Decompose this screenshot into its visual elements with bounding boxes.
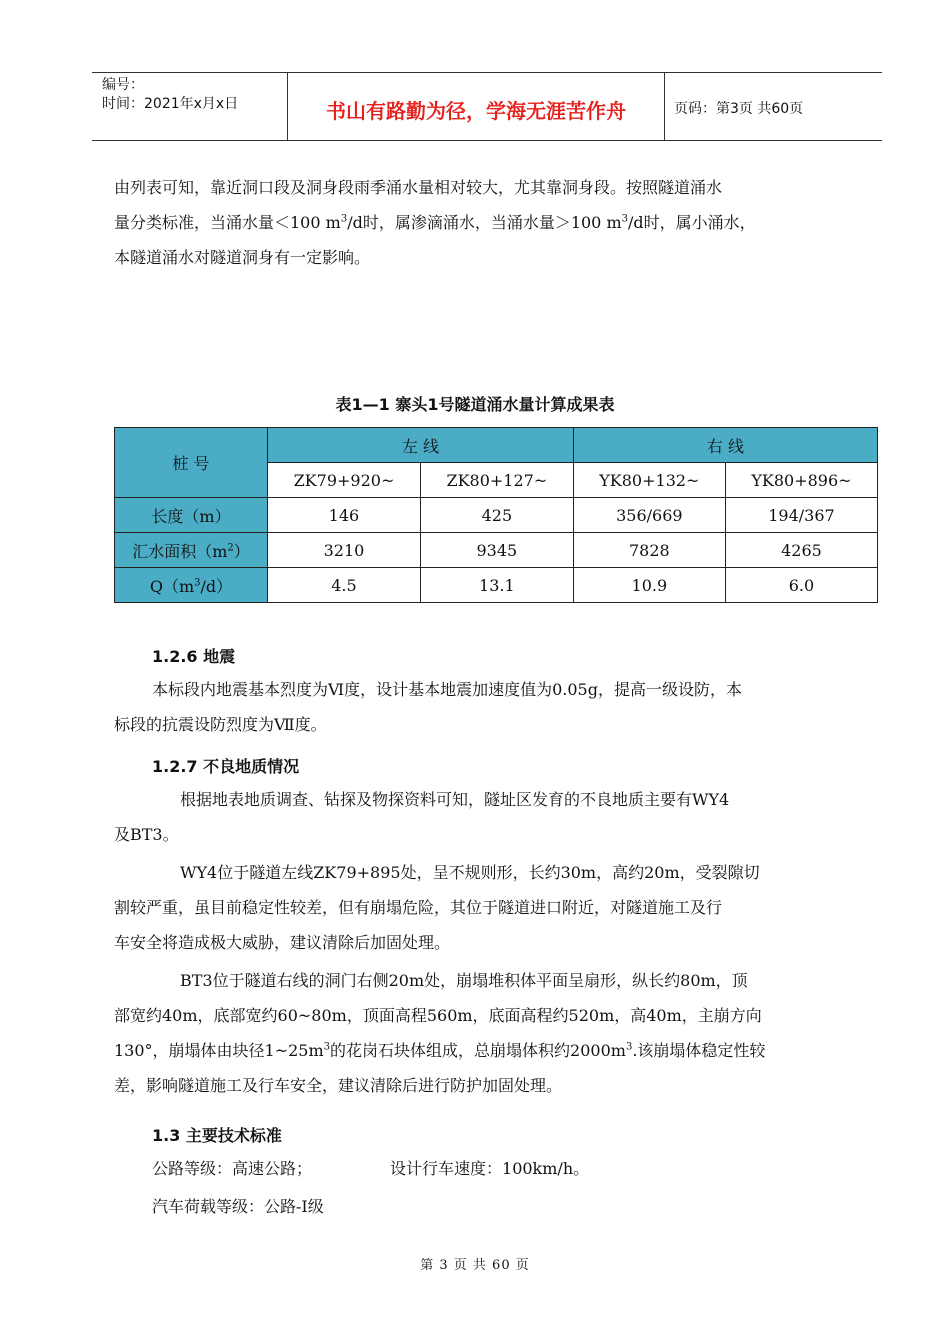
geology-p3-line-3: 130°，崩塌体由块径$1\sim 25m^3$的花岗石块体组成，总崩塌体积约$2000m^3$.该崩塌体稳定性较 xyxy=(114,1041,766,1060)
header-time: 时间：2021年x月x日 xyxy=(102,96,239,112)
table-cell: 10.9 xyxy=(573,568,725,603)
table-cell: 3210 xyxy=(268,533,421,568)
load-grade: 汽车荷载等级：公路-I级 xyxy=(152,1197,324,1216)
section-heading-1-2-6: 1.2.6 地震 xyxy=(152,647,236,666)
intro-line-2: 量分类标准，当涌水量＜100 $m^3/d$时，属渗滴涌水，当涌水量＞100 $m^3/d$时，属小涌水， xyxy=(114,213,756,232)
table-title: 表1—1 寨头1号隧道涌水量计算成果表 xyxy=(335,395,615,414)
header-bottom-rule xyxy=(92,140,882,141)
table-cell: 4265 xyxy=(725,533,877,568)
header-motto: 书山有路勤为径，学海无涯苦作舟 xyxy=(326,99,626,123)
table-cell: 146 xyxy=(268,498,421,533)
geology-p2-line-3: 车安全将造成极大威胁，建议清除后加固处理。 xyxy=(114,933,451,952)
table-cell: 7828 xyxy=(573,533,725,568)
water-inflow-table xyxy=(114,427,878,603)
section-heading-1-2-7: 1.2.7 不良地质情况 xyxy=(152,757,300,776)
intro-line-1: 由列表可知，靠近洞口段及洞身段雨季涌水量相对较大，尤其靠洞身段。按照隧道涌水 xyxy=(114,178,723,197)
header-meta xyxy=(102,76,238,114)
column-header: YK80+896~ xyxy=(725,463,877,498)
geology-paragraphs xyxy=(114,782,862,1103)
table-row xyxy=(115,498,878,533)
header-divider-2 xyxy=(664,72,665,141)
geology-p2-line-1: WY4位于隧道左线ZK79+895处，呈不规则形，长约30m，高约20m，受裂隙切 xyxy=(180,863,760,882)
table-cell: 356/669 xyxy=(573,498,725,533)
table-cell: 9345 xyxy=(420,533,573,568)
row-label-q: $Q(m^3/d)$ xyxy=(115,568,268,603)
table-cell: 4.5 xyxy=(268,568,421,603)
row-label-catchment-area: 汇水面积$(m^2)$ xyxy=(115,533,268,568)
tech-standards xyxy=(152,1151,852,1224)
geology-p1-line-1: 根据地表地质调查、钻探及物探资料可知，隧址区发育的不良地质主要有WY4 xyxy=(180,790,730,809)
earthquake-line-2: 标段的抗震设防烈度为Ⅶ度。 xyxy=(114,715,327,734)
header-top-rule xyxy=(92,72,882,73)
intro-paragraph xyxy=(114,170,862,275)
page-footer: 第 3 页 共 60 页 xyxy=(420,1258,530,1273)
geology-p3-line-4: 差，影响隧道施工及行车安全，建议清除后进行防护加固处理。 xyxy=(114,1076,563,1095)
tech-line-1 xyxy=(152,1151,852,1186)
table-row xyxy=(115,533,878,568)
geology-p3-line-1: BT3位于隧道右线的洞门右侧20m处，崩塌堆积体平面呈扇形，纵长约80m，顶 xyxy=(180,971,748,990)
header-page-info: 页码：第3页 共60页 xyxy=(674,101,804,117)
earthquake-paragraph xyxy=(114,672,862,742)
table-cell: 194/367 xyxy=(725,498,877,533)
geology-p3-line-2: 部宽约40m，底部宽约60~80m，顶面高程560m，底面高程约520m，高40m，主崩方向 xyxy=(114,1006,762,1025)
earthquake-line-1: 本标段内地震基本烈度为Ⅵ度，设计基本地震加速度值为0.05g，提高一级设防，本 xyxy=(152,680,742,699)
table-cell: 6.0 xyxy=(725,568,877,603)
column-header: ZK79+920~ xyxy=(268,463,421,498)
table-cell: 13.1 xyxy=(420,568,573,603)
left-line-header: 左 线 xyxy=(268,428,574,463)
table-row xyxy=(115,568,878,603)
geology-p2-line-2: 割较严重，虽目前稳定性较差，但有崩塌危险，其位于隧道进口附近，对隧道施工及行 xyxy=(114,898,723,917)
column-header: YK80+132~ xyxy=(573,463,725,498)
stake-header: 桩 号 xyxy=(115,428,268,498)
road-grade: 公路等级：高速公路； xyxy=(152,1159,313,1178)
row-label-length: 长度（m） xyxy=(115,498,268,533)
table-cell: 425 xyxy=(420,498,573,533)
intro-line-3: 本隧道涌水对隧道洞身有一定影响。 xyxy=(114,248,371,267)
section-heading-1-3: 1.3 主要技术标准 xyxy=(152,1126,282,1145)
right-line-header: 右 线 xyxy=(573,428,877,463)
column-header: ZK80+127~ xyxy=(420,463,573,498)
design-speed: 设计行车速度：100km/h。 xyxy=(390,1159,590,1178)
geology-p1-line-2: 及BT3。 xyxy=(114,825,179,844)
header-number: 编号： xyxy=(102,77,144,93)
